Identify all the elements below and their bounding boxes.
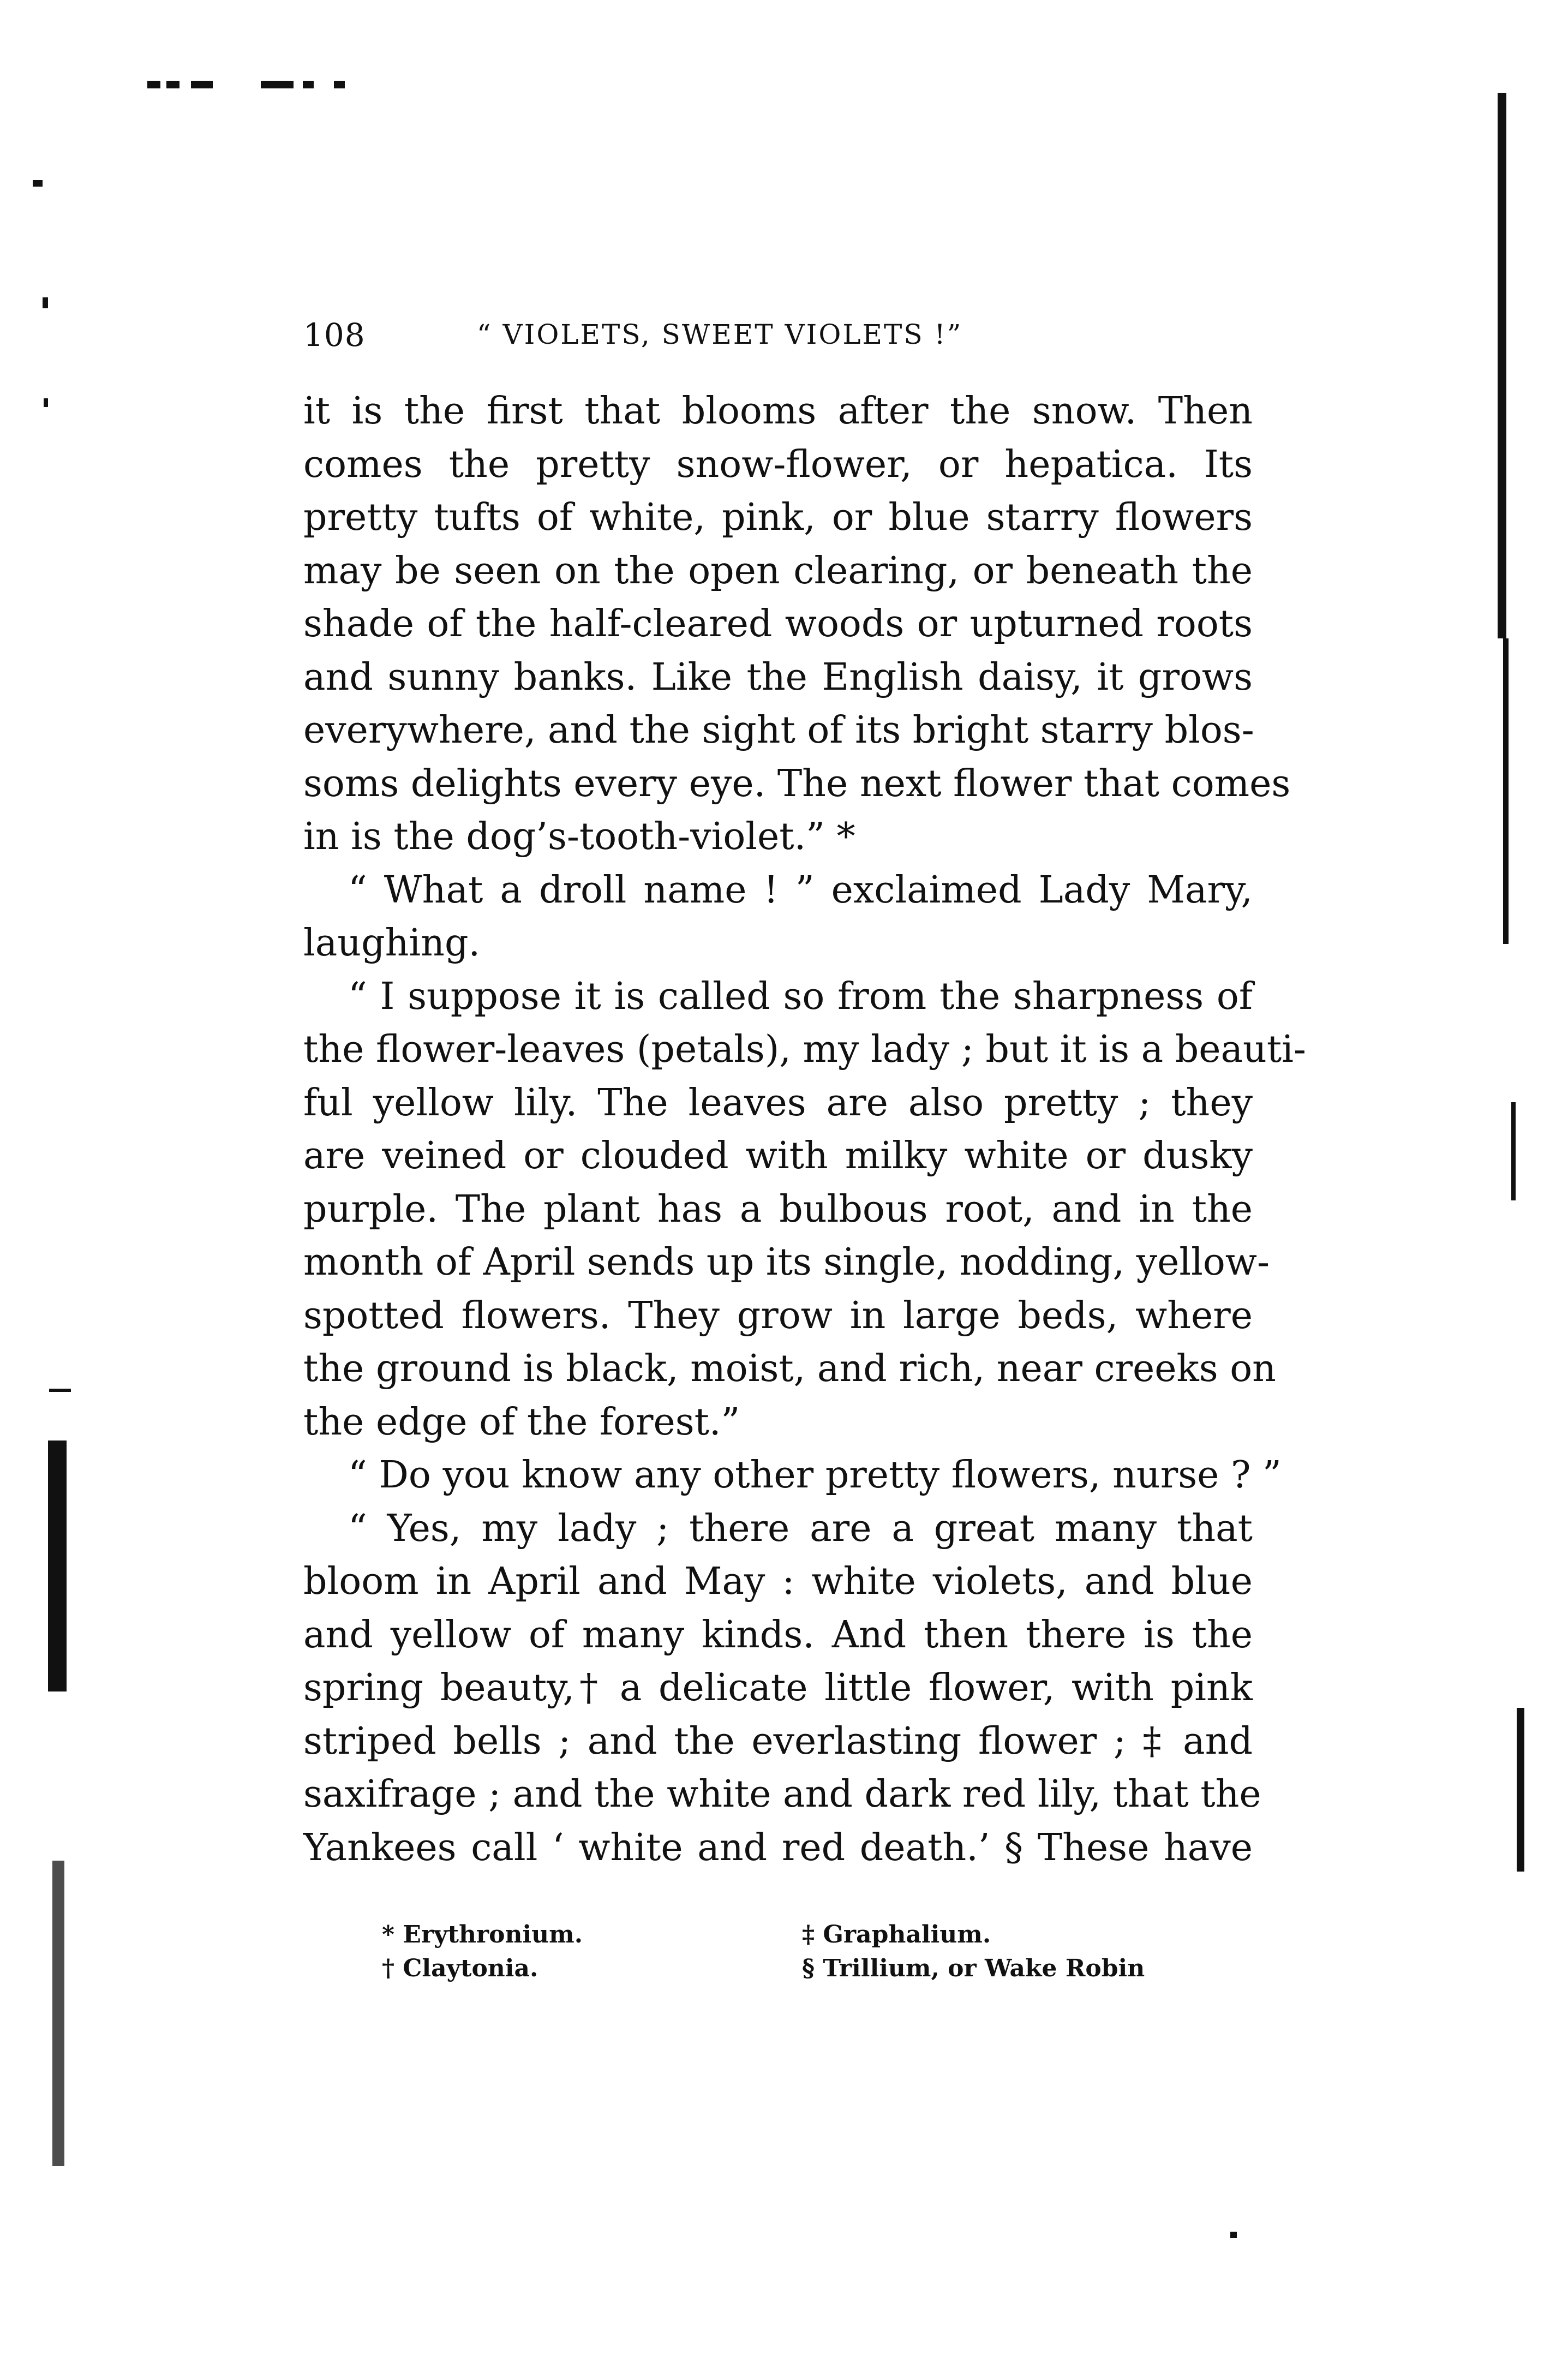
scan-mark <box>52 1861 64 2166</box>
scan-mark <box>49 1389 71 1392</box>
text-line: the edge of the forest.” <box>303 1400 740 1444</box>
scan-mark <box>1498 93 1506 638</box>
text-line: it is the first that blooms after the snow. Then <box>303 390 1253 433</box>
text-line: “ I suppose it is called so from the sharpness of <box>348 975 1253 1018</box>
text-line: and yellow of many kinds. And then there is the <box>303 1613 1253 1657</box>
scan-mark <box>166 81 179 88</box>
scan-mark <box>1503 638 1509 944</box>
scan-mark <box>1517 1708 1524 1872</box>
scan-mark <box>303 81 314 88</box>
footnotes <box>382 1918 1255 1989</box>
text-line: striped bells ; and the everlasting flower ; ‡ and <box>303 1719 1253 1763</box>
page-header <box>303 316 1285 360</box>
scan-mark <box>33 180 43 187</box>
scan-mark <box>43 297 48 308</box>
scan-mark <box>191 81 213 88</box>
text-line: spotted flowers. They grow in large beds, where <box>303 1294 1253 1337</box>
text-line: comes the pretty snow-flower, or hepatica. Its <box>303 443 1253 486</box>
footnote-column-left <box>382 1918 583 1986</box>
footnote-column-right <box>802 1918 1145 1986</box>
text-line: spring beauty,† a delicate little flower, with pink <box>303 1666 1253 1710</box>
footnote: § Trillium, or Wake Robin <box>802 1954 1145 1982</box>
scan-mark <box>147 81 160 88</box>
text-line: shade of the half-cleared woods or upturned roots <box>303 602 1253 645</box>
footnote: † Claytonia. <box>382 1954 538 1982</box>
footnote: * Erythronium. <box>382 1921 583 1948</box>
text-line: ful yellow lily. The leaves are also pretty ; they <box>303 1081 1253 1125</box>
scan-mark <box>334 81 345 88</box>
scan-mark <box>1230 2232 1237 2238</box>
text-line: “ Do you know any other pretty flowers, nurse ? ” <box>348 1454 1282 1497</box>
text-line: purple. The plant has a bulbous root, and in the <box>303 1187 1253 1231</box>
text-line: month of April sends up its single, nodding, yellow- <box>303 1241 1270 1284</box>
text-line: “ What a droll name ! ” exclaimed Lady Mary, <box>348 868 1253 912</box>
text-line: the flower-leaves (petals), my lady ; but it is a beauti- <box>303 1028 1306 1071</box>
running-title: “ VIOLETS, SWEET VIOLETS !” <box>477 319 963 350</box>
text-line: laughing. <box>303 922 481 965</box>
page-number: 108 <box>303 316 366 354</box>
text-line: the ground is black, moist, and rich, near creeks on <box>303 1347 1276 1390</box>
scan-mark <box>261 81 294 88</box>
scan-mark <box>48 1440 67 1691</box>
scan-mark <box>44 398 48 407</box>
text-line: Yankees call ‘ white and red death.’ § These have <box>303 1826 1253 1869</box>
text-line: and sunny banks. Like the English daisy, it grows <box>303 655 1253 699</box>
text-line: may be seen on the open clearing, or beneath the <box>303 549 1253 593</box>
text-line: are veined or clouded with milky white or dusky <box>303 1134 1253 1177</box>
text-line: saxifrage ; and the white and dark red lily, that the <box>303 1773 1261 1816</box>
text-line: “ Yes, my lady ; there are a great many that <box>348 1507 1253 1550</box>
body-text <box>303 385 1306 1874</box>
text-line: bloom in April and May : white violets, and blue <box>303 1560 1253 1603</box>
text-line: pretty tufts of white, pink, or blue starry flowers <box>303 496 1253 539</box>
footnote: ‡ Graphalium. <box>802 1921 991 1948</box>
text-line: everywhere, and the sight of its bright starry blos- <box>303 709 1254 752</box>
text-line: in is the dog’s-tooth-violet.” * <box>303 815 855 858</box>
text-line: soms delights every eye. The next flower that comes <box>303 762 1291 805</box>
scan-mark <box>1511 1102 1516 1200</box>
